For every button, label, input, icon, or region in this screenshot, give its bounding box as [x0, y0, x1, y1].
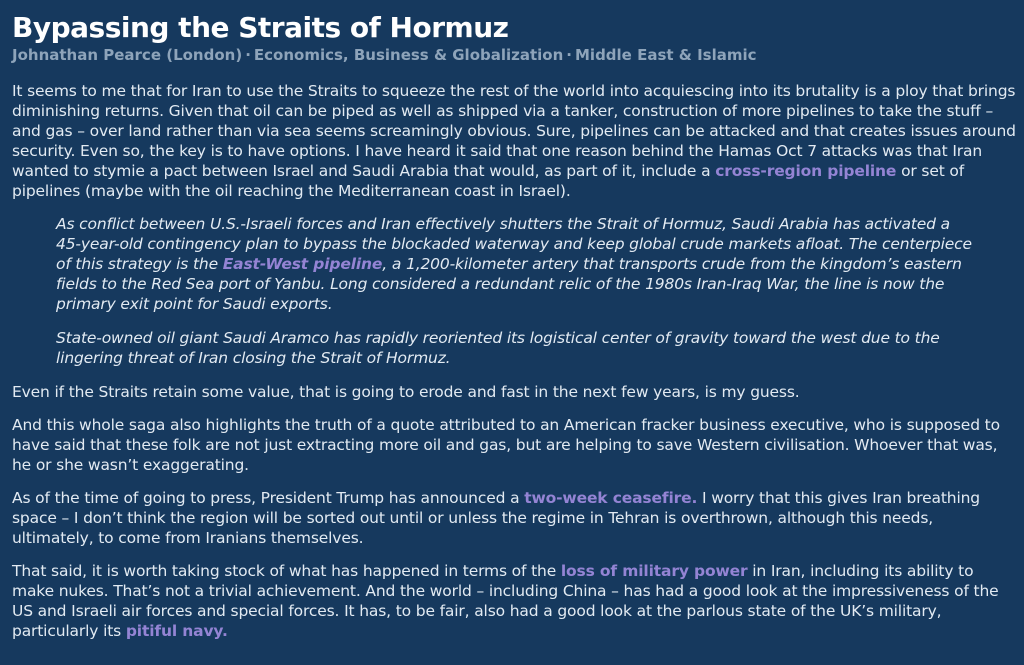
byline-separator: · — [566, 46, 572, 64]
east-west-pipeline-link[interactable]: East-West pipeline — [222, 255, 383, 273]
pitiful-navy-link[interactable]: pitiful navy. — [125, 622, 228, 640]
loss-of-military-power-link[interactable]: loss of military power — [560, 562, 748, 580]
byline — [12, 46, 1018, 64]
post-title: Bypassing the Straits of Hormuz — [12, 11, 509, 44]
two-week-ceasefire-link[interactable]: two-week ceasefire. — [524, 489, 698, 507]
byline-separator: · — [245, 46, 251, 64]
byline-category-economics[interactable]: Economics, Business & Globalization — [253, 46, 564, 64]
blockquote-paragraph: As conflict between U.S.-Israeli forces and Iran effectively shutters the Strait of Hormuz, Saudi Arabia has activated a 45-year-old contingency plan to bypass the blockaded waterway and keep global crude markets afloat. The centerpiece of this strategy is the East-West pipeline, a 1,200-kilometer artery that transports crude from the kingdom’s eastern fields to the Red Sea port of Yanbu. Long considered a redundant relic of the 1980s Iran-Iraq War, the line is now the primary exit point for Saudi exports. — [56, 215, 972, 313]
article-header — [12, 8, 1018, 64]
byline-category-middle-east[interactable]: Middle East & Islamic — [575, 46, 757, 64]
paragraph: As of the time of going to press, President Trump has announced a two-week ceasefire. I worry that this gives Iran breathing space – I don’t think the region will be sorted out until or unless the regime in Tehran is overthrown, although this needs, ultimately, to come from Iranians themselves. — [12, 489, 980, 547]
paragraph: Even if the Straits retain some value, that is going to erode and fast in the next few years, is my guess. — [12, 383, 800, 401]
blockquote-paragraph: State-owned oil giant Saudi Aramco has rapidly reoriented its logistical center of gravity toward the west due to the lingering threat of Iran closing the Strait of Hormuz. — [56, 329, 940, 367]
cross-region-pipeline-link[interactable]: cross-region pipeline — [715, 162, 897, 180]
paragraph: That said, it is worth taking stock of what has happened in terms of the loss of military power in Iran, including its ability to make nukes. That’s not a trivial achievement. And the world – including China – has had a good look at the impressiveness of the US and Israeli air forces and special forces. It has, to be fair, also had a good look at the parlous state of the UK’s military, particularly its pitiful navy. — [12, 562, 999, 640]
byline-author[interactable]: Johnathan Pearce (London) — [12, 46, 243, 64]
paragraph: And this whole saga also highlights the truth of a quote attributed to an American fracker business executive, who is supposed to have said that these folk are not just extracting more oil and gas, but are helping to save Western civilisation. Whoever that was, he or she wasn’t exaggerating. — [12, 416, 1000, 474]
paragraph: It seems to me that for Iran to use the Straits to squeeze the rest of the world into acquiescing into its brutality is a ploy that brings diminishing returns. Given that oil can be piped as well as shipped via a tanker, construction of more pipelines to take the stuff – and gas – over land rather than via sea seems screamingly obvious. Sure, pipelines can be attacked and that creates issues around security. Even so, the key is to have options. I have heard it said that one reason behind the Hamas Oct 7 attacks was that Iran wanted to stymie a pact between Israel and Saudi Arabia that would, as part of it, include a cross-region pipeline or set of pipelines (maybe with the oil reaching the Mediterranean coast in Israel). — [12, 82, 1016, 200]
article-body — [12, 81, 1018, 641]
